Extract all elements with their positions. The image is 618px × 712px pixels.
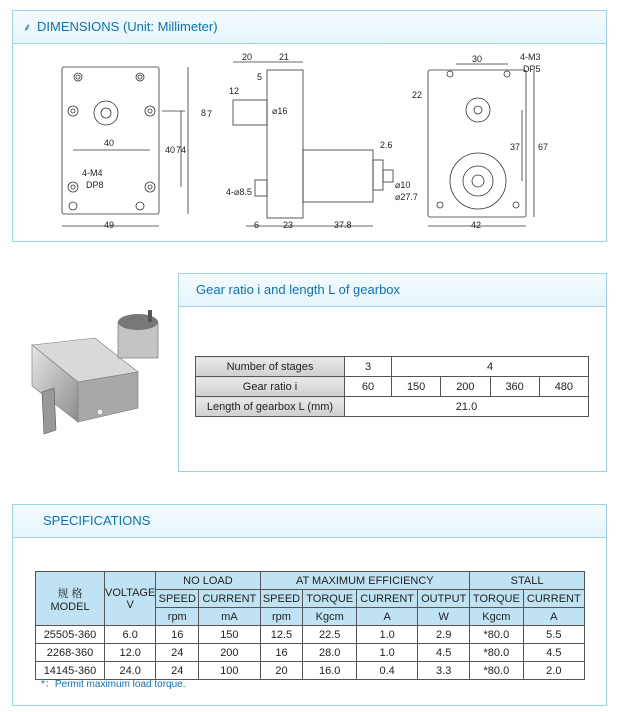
dim-side-4-dia8-5: 4-⌀8.5	[226, 187, 252, 197]
ratio-480: 480	[539, 377, 588, 397]
dim-front-depth: DP8	[86, 180, 104, 190]
cell: 22.5	[303, 626, 357, 644]
cell: *80.0	[470, 662, 524, 680]
cell: 12.5	[260, 626, 303, 644]
side-view	[233, 62, 393, 226]
gear-motor-image	[20, 300, 170, 440]
dim-side-37-8: 37.8	[334, 220, 352, 230]
cell: 2.0	[523, 662, 584, 680]
doc-icon: ⸙	[23, 22, 32, 34]
dim-back-depth: DP5	[523, 64, 541, 74]
st-current: CURRENT	[523, 590, 584, 608]
cell: 1.0	[356, 644, 417, 662]
cell: 24.0	[105, 662, 156, 680]
dim-side-5: 5	[257, 72, 263, 82]
cell: *80.0	[470, 644, 524, 662]
cell: *80.0	[470, 626, 524, 644]
cell: 6.0	[105, 626, 156, 644]
specs-panel	[12, 504, 607, 706]
specs-title: SPECIFICATIONS	[43, 513, 151, 528]
gearbox-header	[179, 274, 606, 307]
length-value: 21.0	[345, 397, 589, 417]
dim-front-40v: 40	[165, 145, 176, 155]
dim-back-67: 67	[538, 142, 549, 152]
cell: 2.9	[418, 626, 470, 644]
cell: 4.5	[418, 644, 470, 662]
st-torque: TORQUE	[470, 590, 524, 608]
st-current-unit: A	[523, 608, 584, 626]
dim-side-23: 23	[283, 220, 294, 230]
gear-ratio-table	[195, 356, 589, 417]
torque-note: *：Permit maximum load torque.	[41, 679, 186, 690]
dim-side-2-6: 2.6	[380, 140, 393, 150]
cell: 5.5	[523, 626, 584, 644]
cell: 16	[156, 626, 199, 644]
dim-side-dia16: ⌀16	[272, 106, 288, 116]
cell: 24	[156, 644, 199, 662]
me-current: CURRENT	[356, 590, 417, 608]
dim-side-dia10: ⌀10	[395, 180, 411, 190]
voltage-label: VOLTAGE	[105, 586, 156, 599]
spec-table	[35, 571, 585, 680]
cell: 2268-360	[36, 644, 105, 662]
dim-side-7: 7	[207, 109, 213, 119]
table-row	[36, 644, 585, 662]
cell: 0.4	[356, 662, 417, 680]
dim-side-6: 6	[254, 220, 260, 230]
nl-current: CURRENT	[199, 590, 260, 608]
dimension-drawing	[0, 0, 618, 250]
cell: 200	[199, 644, 260, 662]
dim-side-8: 8	[201, 108, 207, 118]
me-speed-unit: rpm	[260, 608, 303, 626]
cell: 25505-360	[36, 626, 105, 644]
me-output: OUTPUT	[418, 590, 470, 608]
dim-side-dia27: ⌀27.7	[395, 192, 418, 202]
dim-back-42: 42	[471, 220, 482, 230]
dim-back-22: 22	[412, 90, 423, 100]
max-eff-header: AT MAXIMUM EFFICIENCY	[260, 572, 470, 590]
cell: 14145-360	[36, 662, 105, 680]
specs-header	[13, 505, 606, 538]
cell: 16	[260, 644, 303, 662]
model-header	[36, 572, 105, 626]
cell: 100	[199, 662, 260, 680]
dim-back-30: 30	[472, 54, 483, 64]
dim-side-12: 12	[229, 86, 240, 96]
length-label: Length of gearbox L (mm)	[196, 397, 345, 417]
cell: 16.0	[303, 662, 357, 680]
dim-back-holes: 4-M3	[520, 52, 541, 62]
me-current-unit: A	[356, 608, 417, 626]
nl-speed: SPEED	[156, 590, 199, 608]
me-torque-unit: Kgcm	[303, 608, 357, 626]
ratio-360: 360	[490, 377, 539, 397]
gearbox-panel	[178, 273, 607, 472]
cell: 3.3	[418, 662, 470, 680]
me-output-unit: W	[418, 608, 470, 626]
nl-speed-unit: rpm	[156, 608, 199, 626]
dim-front-40h: 40	[104, 138, 115, 148]
cell: 20	[260, 662, 303, 680]
dimensions-title: DIMENSIONS (Unit: Millimeter)	[37, 19, 218, 34]
model-label: MODEL	[50, 600, 90, 613]
cell: 24	[156, 662, 199, 680]
dim-back-37: 37	[510, 142, 521, 152]
cell: 28.0	[303, 644, 357, 662]
nl-current-unit: mA	[199, 608, 260, 626]
stages-three: 3	[345, 357, 392, 377]
dim-front-74: 74	[176, 145, 187, 155]
ratio-label: Gear ratio i	[196, 377, 345, 397]
cell: 12.0	[105, 644, 156, 662]
dim-side-21: 21	[279, 52, 290, 62]
ratio-200: 200	[441, 377, 490, 397]
gearbox-title: Gear ratio i and length L of gearbox	[196, 282, 401, 297]
voltage-unit: V	[126, 598, 134, 611]
dim-front-49: 49	[104, 220, 115, 230]
st-torque-unit: Kgcm	[470, 608, 524, 626]
cell: 150	[199, 626, 260, 644]
me-speed: SPEED	[260, 590, 303, 608]
stages-label: Number of stages	[196, 357, 345, 377]
me-torque: TORQUE	[303, 590, 357, 608]
cell: 1.0	[356, 626, 417, 644]
dim-front-holes: 4-M4	[82, 168, 103, 178]
no-load-header: NO LOAD	[156, 572, 260, 590]
stall-header: STALL	[470, 572, 585, 590]
table-row	[36, 626, 585, 644]
cell: 4.5	[523, 644, 584, 662]
ratio-150: 150	[392, 377, 441, 397]
stages-four: 4	[392, 357, 589, 377]
model-cn-label: 规 格	[57, 587, 83, 600]
dim-side-20: 20	[242, 52, 253, 62]
voltage-header	[105, 572, 156, 626]
ratio-60: 60	[345, 377, 392, 397]
